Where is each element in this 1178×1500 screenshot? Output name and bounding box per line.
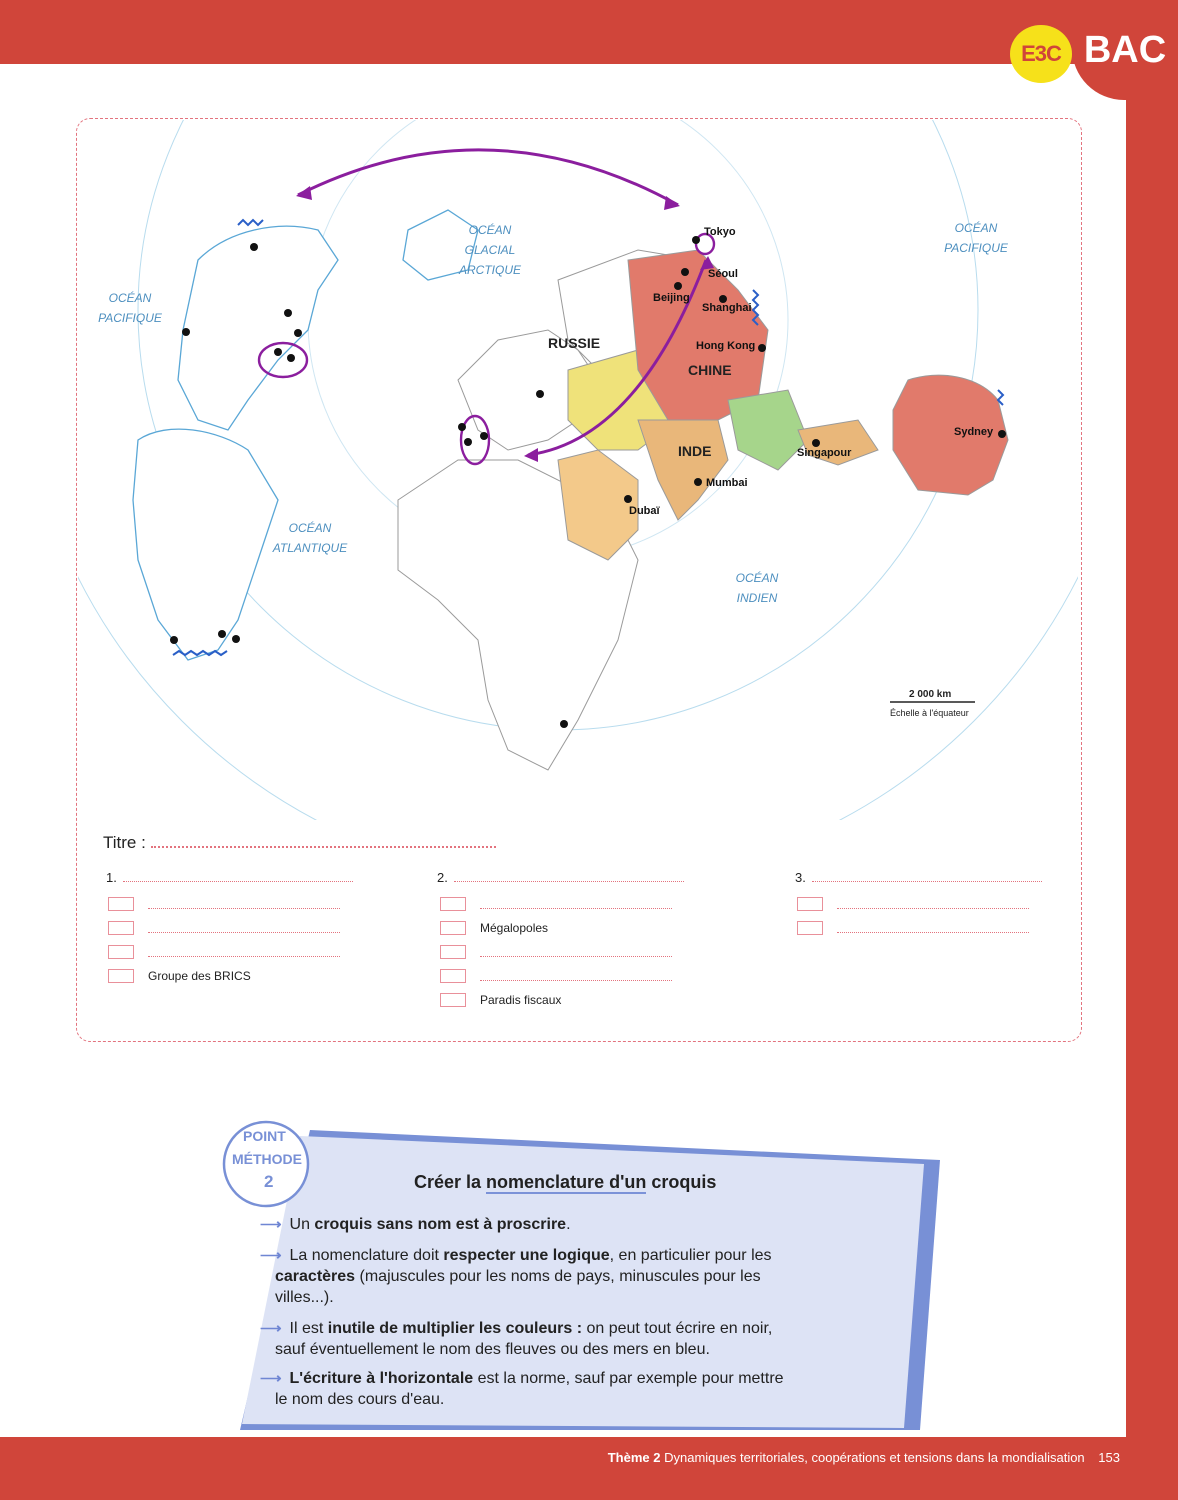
ocean-label <box>940 218 1012 258</box>
item-text: on peut tout écrire en noir, <box>582 1320 773 1337</box>
north-america-shape <box>178 226 338 430</box>
legend-row[interactable] <box>108 943 340 961</box>
city-dot-sydney <box>998 430 1006 438</box>
coastal-interface-1 <box>238 220 263 225</box>
method-item <box>260 1368 900 1389</box>
arrow-icon: ⟶ <box>260 1370 282 1387</box>
footer-text: Dynamiques territoriales, coopérations et tensions dans la mondialisation <box>664 1450 1085 1465</box>
legend-box[interactable] <box>108 945 134 959</box>
scale-note: Échelle à l'équateur <box>890 708 969 718</box>
legend-line[interactable] <box>837 923 1029 933</box>
flow-arrowhead-east <box>664 196 680 210</box>
southeast-asia-shape <box>728 390 808 470</box>
city-label-dubai: Dubaï <box>629 505 660 517</box>
legend-row[interactable] <box>440 967 672 985</box>
legend-line[interactable] <box>480 971 672 981</box>
item-text: le nom des cours d'eau. <box>275 1391 445 1408</box>
legend-row[interactable] <box>440 991 561 1009</box>
city-dot-mumbai <box>694 478 702 486</box>
item-text: . <box>566 1216 571 1233</box>
city-dot <box>274 348 282 356</box>
city-label-shanghai: Shanghai <box>702 302 752 314</box>
city-dot <box>458 423 466 431</box>
method-item-cont <box>275 1339 915 1360</box>
item-bold: L'écriture à l'horizontale <box>289 1370 474 1387</box>
item-bold: inutile de multiplier les couleurs : <box>327 1320 583 1337</box>
ocean-label-line: PACIFIQUE <box>944 241 1008 255</box>
city-dot-tokyo <box>692 236 700 244</box>
city-dot <box>284 309 292 317</box>
city-dot <box>250 243 258 251</box>
ocean-label <box>95 288 165 328</box>
item-text: , en particulier pour les <box>609 1247 772 1264</box>
legend-box[interactable] <box>108 897 134 911</box>
legend-row[interactable] <box>108 967 251 985</box>
legend-box[interactable] <box>797 921 823 935</box>
item-text: Un <box>289 1216 315 1233</box>
legend-row[interactable] <box>440 895 672 913</box>
ocean-label-line: ARCTIQUE <box>458 263 521 277</box>
section-title-line[interactable] <box>812 881 1042 882</box>
e3c-badge: E3C <box>1010 25 1072 83</box>
item-text: sauf éventuellement le nom des fleuves ou des mers en bleu. <box>275 1341 710 1358</box>
title-field[interactable] <box>103 832 496 853</box>
ocean-label <box>455 220 525 280</box>
legend-row[interactable] <box>797 895 1029 913</box>
legend-label: Paradis fiscaux <box>480 993 562 1007</box>
country-label-russie: RUSSIE <box>548 335 601 351</box>
city-dot <box>464 438 472 446</box>
page-number: 153 <box>1098 1450 1120 1465</box>
footer-theme: Thème 2 <box>607 1450 661 1465</box>
ocean-label-line: OCÉAN <box>108 291 152 305</box>
legend-label: Groupe des BRICS <box>148 969 251 983</box>
item-bold: croquis sans nom est à proscrire <box>314 1216 567 1233</box>
legend-line[interactable] <box>148 947 340 957</box>
ocean-label-line: GLACIAL <box>464 243 516 257</box>
city-dot-dubai <box>624 495 632 503</box>
ocean-label-line: ATLANTIQUE <box>272 541 348 555</box>
method-title-prefix: Créer la <box>414 1172 487 1192</box>
flow-arrowhead-west <box>296 186 312 200</box>
legend-row[interactable] <box>108 919 340 937</box>
legend-box[interactable] <box>797 897 823 911</box>
ocean-label-line: OCÉAN <box>735 571 779 585</box>
method-item-cont <box>275 1389 915 1410</box>
section-number: 2. <box>437 870 448 885</box>
scale-distance: 2 000 km <box>909 689 952 700</box>
item-text: Il est <box>289 1320 328 1337</box>
legend-box[interactable] <box>108 969 134 983</box>
method-item-cont <box>275 1287 915 1308</box>
top-banner <box>0 0 1178 64</box>
item-text: (majuscules pour les noms de pays, minuscules pour les <box>355 1268 761 1285</box>
method-item <box>260 1214 900 1235</box>
arrow-icon: ⟶ <box>260 1320 282 1337</box>
city-dot <box>480 432 488 440</box>
method-badge-line2: MÉTHODE <box>232 1151 302 1167</box>
city-dot-hongkong <box>758 344 766 352</box>
section-number: 1. <box>106 870 117 885</box>
city-label-hongkong: Hong Kong <box>696 340 756 352</box>
city-dot-beijing <box>674 282 682 290</box>
section-title-line[interactable] <box>454 881 684 882</box>
legend-line[interactable] <box>148 923 340 933</box>
city-label-sydney: Sydney <box>954 426 994 438</box>
ocean-label-line: INDIEN <box>736 591 778 605</box>
legend-box[interactable] <box>440 945 466 959</box>
legend-box[interactable] <box>440 897 466 911</box>
method-item <box>260 1318 900 1339</box>
legend-section-1-head <box>106 870 353 885</box>
city-dot <box>232 635 240 643</box>
legend-row[interactable] <box>797 919 1029 937</box>
bac-badge: BAC <box>1072 0 1178 100</box>
legend-row[interactable] <box>440 919 548 937</box>
legend-box[interactable] <box>440 921 466 935</box>
title-label: Titre : <box>103 833 146 852</box>
right-banner <box>1126 0 1178 1500</box>
arrow-icon: ⟶ <box>260 1247 282 1264</box>
city-label-tokyo: Tokyo <box>704 226 736 238</box>
legend-row[interactable] <box>440 943 672 961</box>
legend-line[interactable] <box>480 947 672 957</box>
legend-line[interactable] <box>837 899 1029 909</box>
item-text: La nomenclature doit <box>289 1247 444 1264</box>
city-label-singapour: Singapour <box>797 447 852 459</box>
item-text: est la norme, sauf par exemple pour mettre <box>473 1370 784 1387</box>
flow-arrowhead-europe <box>524 448 538 462</box>
city-dot <box>294 329 302 337</box>
city-dot <box>182 328 190 336</box>
legend-line[interactable] <box>148 899 340 909</box>
section-number: 3. <box>795 870 806 885</box>
legend-section-2-head <box>437 870 684 885</box>
method-title-underlined: nomenclature d'un <box>486 1172 647 1192</box>
item-text: villes...). <box>275 1289 334 1306</box>
ocean-label-line: OCÉAN <box>954 221 998 235</box>
south-america-shape <box>133 429 278 660</box>
city-label-seoul: Séoul <box>708 268 738 280</box>
arrow-icon: ⟶ <box>260 1216 282 1233</box>
item-bold: respecter une logique <box>443 1247 610 1264</box>
country-label-inde: INDE <box>678 443 712 459</box>
ocean-label <box>722 568 792 608</box>
legend-section-3-head <box>795 870 1042 885</box>
legend-line[interactable] <box>480 899 672 909</box>
item-bold: caractères <box>275 1268 356 1285</box>
city-label-mumbai: Mumbai <box>706 477 748 489</box>
legend-label: Mégalopoles <box>480 921 549 935</box>
bottom-banner <box>0 1437 1178 1500</box>
ocean-label-line: PACIFIQUE <box>98 311 162 325</box>
city-dot <box>170 636 178 644</box>
ocean-label-line: OCÉAN <box>468 223 512 237</box>
method-item <box>260 1245 900 1266</box>
country-label-chine: CHINE <box>688 362 732 378</box>
method-title-suffix: croquis <box>646 1172 717 1192</box>
city-dot <box>218 630 226 638</box>
city-dot <box>560 720 568 728</box>
page-footer <box>520 1450 1120 1465</box>
city-dot-seoul <box>681 268 689 276</box>
ocean-label-line: OCÉAN <box>288 521 332 535</box>
city-dot <box>536 390 544 398</box>
city-label-beijing: Beijing <box>653 292 690 304</box>
legend-box[interactable] <box>108 921 134 935</box>
ocean-label <box>270 518 350 558</box>
method-badge-line1: POINT <box>243 1128 286 1144</box>
legend-box[interactable] <box>440 993 466 1007</box>
legend-box[interactable] <box>440 969 466 983</box>
city-dot-singapour <box>812 439 820 447</box>
method-title <box>414 1172 716 1193</box>
legend-row[interactable] <box>108 895 340 913</box>
title-dotted-line[interactable] <box>151 832 496 848</box>
section-title-line[interactable] <box>123 881 353 882</box>
method-badge-line3: 2 <box>264 1172 274 1191</box>
method-item-cont <box>275 1266 915 1287</box>
city-dot <box>287 354 295 362</box>
